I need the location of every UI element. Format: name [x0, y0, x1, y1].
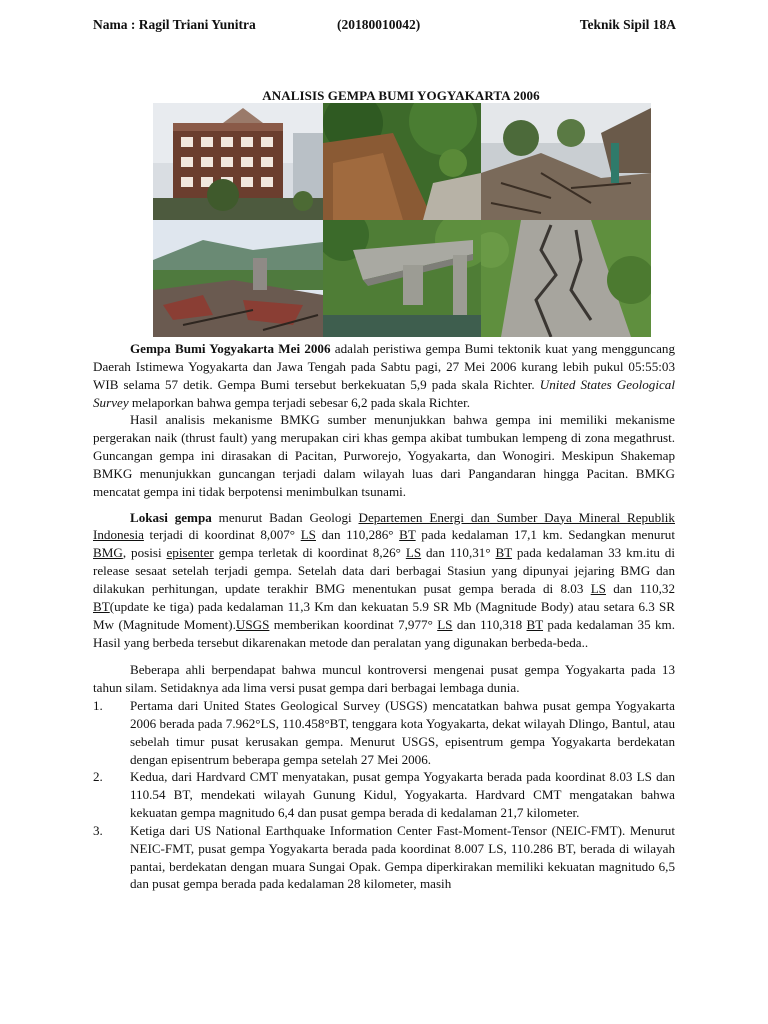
location-lead: Lokasi gempa: [130, 509, 212, 525]
student-id: (20180010042): [337, 17, 421, 32]
link-episenter[interactable]: episenter: [166, 545, 214, 561]
link-bmg[interactable]: BMG: [93, 545, 123, 561]
link-usgs[interactable]: USGS: [235, 616, 270, 632]
usgs-name: United States Geological Survey: [93, 376, 675, 410]
list-item: 1. Pertama dari United States Geological Survey (USGS) mencatatkan bahwa pusat gempa Yogyakarta 2006 berada pada 7.962°LS, 110.458°BT, tenggara kota Yogyakarta, dekat wilayah Dlingo, Bantul, atau sebelah timur pusat kerusakan gempa. Menurut USGS, episentrum gempa Yogyakarta berdekatan dengan episentrum beberapa gempa setelah 27 Mei 2006.: [93, 698, 675, 767]
page-header: [93, 17, 676, 35]
link-esdm[interactable]: Departemen Energi dan Sumber Daya Mineral Republik Indonesia: [93, 509, 675, 543]
list-item: 2. Kedua, dari Hardvard CMT menyatakan, pusat gempa Yogyakarta berada pada koordinat 8.03 LS dan 110.54 BT, mendekati wilayah Gunung Kidul, Yogyakarta. Hardvard CMT mengatakan bahwa kekuatan gempa magnitudo 6,4 dan pusat gempa berada di kedalaman 21,7 kilometer.: [93, 769, 675, 821]
cracked-road-photo: [481, 220, 651, 337]
intro-text-b: melaporkan bahwa gempa terjadi sebesar 6,2 pada skala Richter.: [128, 394, 471, 410]
paragraph-location: Lokasi gempa menurut Badan Geologi Departemen Energi dan Sumber Daya Mineral Republik Indonesia terjadi di koordinat 8,007° LS dan 110,286° BT pada kedalaman 17,1 km. Sedangkan menurut BMG, posisi episenter gempa terletak di koordinat 8,26° LS dan 110,31° BT pada kedalaman 33 km.itu di release sesaat setelah terjadi gempa. Setelah data dari berbagai Stasiun yang dipunyai jejaring BMG dan dilakukan perhitungan, update terakhir BMG menentukan pusat gempa berada di 8.03 LS dan 110,32 BT(update ke tiga) pada kedalaman 11,3 Km dan kekuatan 5.9 SR Mb (Magnitude Body) atau setara 6.3 SR Mw (Magnitude Moment).USGS memberikan koordinat 7,977° LS dan 110,318 BT pada kedalaman 35 km. Hasil yang berbeda tersebut dikarenakan metode dan peralatan yang digunakan berbeda-beda..: [93, 509, 676, 650]
link-bt[interactable]: BT: [526, 616, 544, 632]
broken-bridge-photo: [323, 220, 481, 337]
rubble-landscape-photo: [153, 220, 323, 337]
student-class: Teknik Sipil 18A: [579, 17, 676, 32]
paragraph-controversy: Beberapa ahli berpendapat bahwa muncul kontroversi mengenai pusat gempa Yogyakarta pada 13 tahun silam. Setidaknya ada lima versi pusat gempa dari berbagai lembaga dunia.: [93, 662, 675, 696]
student-name: Nama : Ragil Triani Yunitra: [93, 17, 256, 32]
collapsed-houses-photo: [481, 103, 651, 220]
link-ls[interactable]: LS: [590, 580, 606, 596]
intro-text-a: adalah peristiwa gempa Bumi tektonik kuat yang mengguncang Daerah Istimewa Yogyakarta dan Jawa Tengah pada Sabtu pagi, 27 Mei 2006 kurang lebih pukul 05:55:03 WIB selama 57 detik. Gempa Bumi tersebut berkekuatan 5,9 pada skala Richter.: [93, 341, 676, 392]
list-item: 3. Ketiga dari US National Earthquake Information Center Fast-Moment-Tensor (NEIC-FMT). Menurut NEIC-FMT, pusat gempa Yogyakarta berada pada koordinat 8.007 LS, 110.286 BT, berada di wilayah pantai, berdekatan dengan muara Sungai Opak. Gempa diperkirakan memiliki kekuatan magnitudo 6,5 dan pusat gempa berada pada kedalaman 28 kilometer, masih: [93, 822, 675, 892]
epicenter-version-list: [93, 697, 675, 893]
photo-collage: [153, 103, 651, 337]
link-bt[interactable]: BT: [399, 527, 416, 543]
link-bt[interactable]: BT: [495, 545, 512, 561]
landslide-photo: [323, 103, 481, 220]
link-ls[interactable]: LS: [405, 545, 422, 561]
link-ls[interactable]: LS: [437, 616, 453, 632]
document-body: [93, 340, 675, 893]
document-title: ANALISIS GEMPA BUMI YOGYAKARTA 2006: [262, 88, 540, 103]
intro-lead: Gempa Bumi Yogyakarta Mei 2006: [130, 341, 331, 356]
damaged-building-photo: [153, 103, 323, 220]
paragraph-mechanism: Hasil analisis mekanisme BMKG sumber menunjukkan bahwa gempa ini memiliki mekanisme pergerakan naik (thrust fault) yang merupakan ciri khas gempa akibat tumbukan lempeng di zona megathrust. Guncangan gempa ini dirasakan di Pacitan, Purworejo, Yogyakarta, dan Wonogiri. Meskipun Shakemap BMKG menunjukkan guncangan terjadi dalam wilayah luas dari Pangandaran hingga Pacitan. BMKG mencatat gempa ini tidak berpotensi menimbulkan tsunami.: [93, 412, 675, 499]
link-ls[interactable]: LS: [300, 527, 316, 543]
paragraph-intro: [93, 340, 675, 411]
link-bt[interactable]: BT: [93, 598, 110, 614]
